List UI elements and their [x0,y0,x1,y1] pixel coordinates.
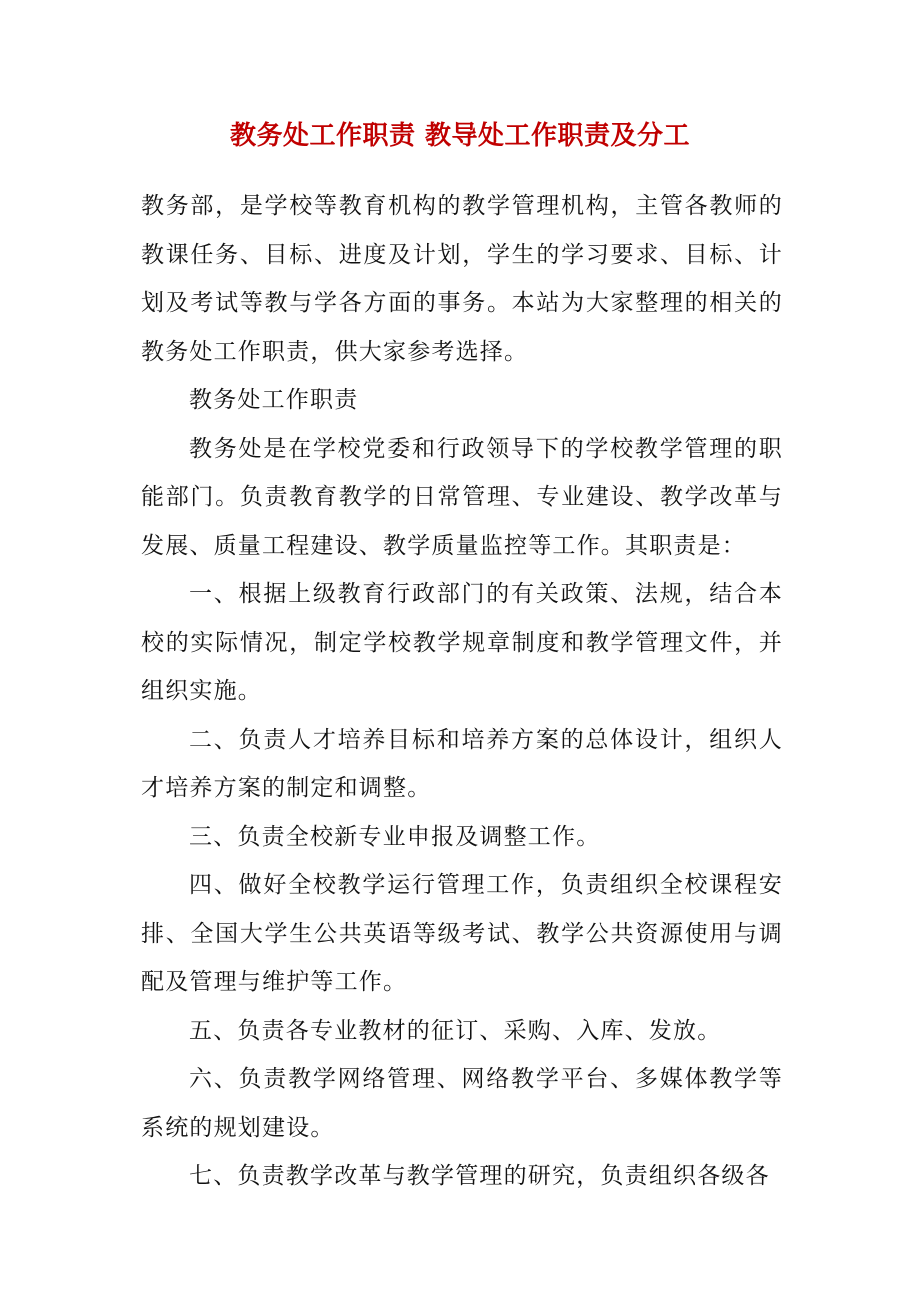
overview-paragraph: 教务处是在学校党委和行政领导下的学校教学管理的职能部门。负责教育教学的日常管理、专业建设、教学改革与发展、质量工程建设、教学质量监控等工作。其职责是： [141,435,783,559]
duty-item-5: 五、负责各专业教材的征订、采购、入库、发放。 [189,1017,722,1044]
duty-item-2: 二、负责人才培养目标和培养方案的总体设计，组织人才培养方案的制定和调整。 [141,726,783,801]
intro-paragraph: 教务部，是学校等教育机构的教学管理机构，主管各教师的教课任务、目标、进度及计划，学生的学习要求、目标、计划及考试等教与学各方面的事务。本站为大家整理的相关的教务处工作职责，供大家参考选择。 [141,193,783,365]
duty-item-3: 三、负责全校新专业申报及调整工作。 [189,823,601,850]
section-heading: 教务处工作职责 [189,387,359,413]
document-body [141,182,783,1201]
duty-item-7: 七、负责教学改革与教学管理的研究，负责组织各级各 [189,1163,770,1189]
duty-item-6: 六、负责教学网络管理、网络教学平台、多媒体教学等系统的规划建设。 [141,1066,783,1141]
document-title: 教务处工作职责 教导处工作职责及分工 [229,121,691,151]
duty-item-4: 四、做好全校教学运行管理工作，负责组织全校课程安排、全国大学生公共英语等级考试、教学公共资源使用与调配及管理与维护等工作。 [141,872,783,995]
duty-item-1: 一、根据上级教育行政部门的有关政策、法规，结合本校的实际情况，制定学校教学规章制度和教学管理文件，并组织实施。 [141,581,783,704]
